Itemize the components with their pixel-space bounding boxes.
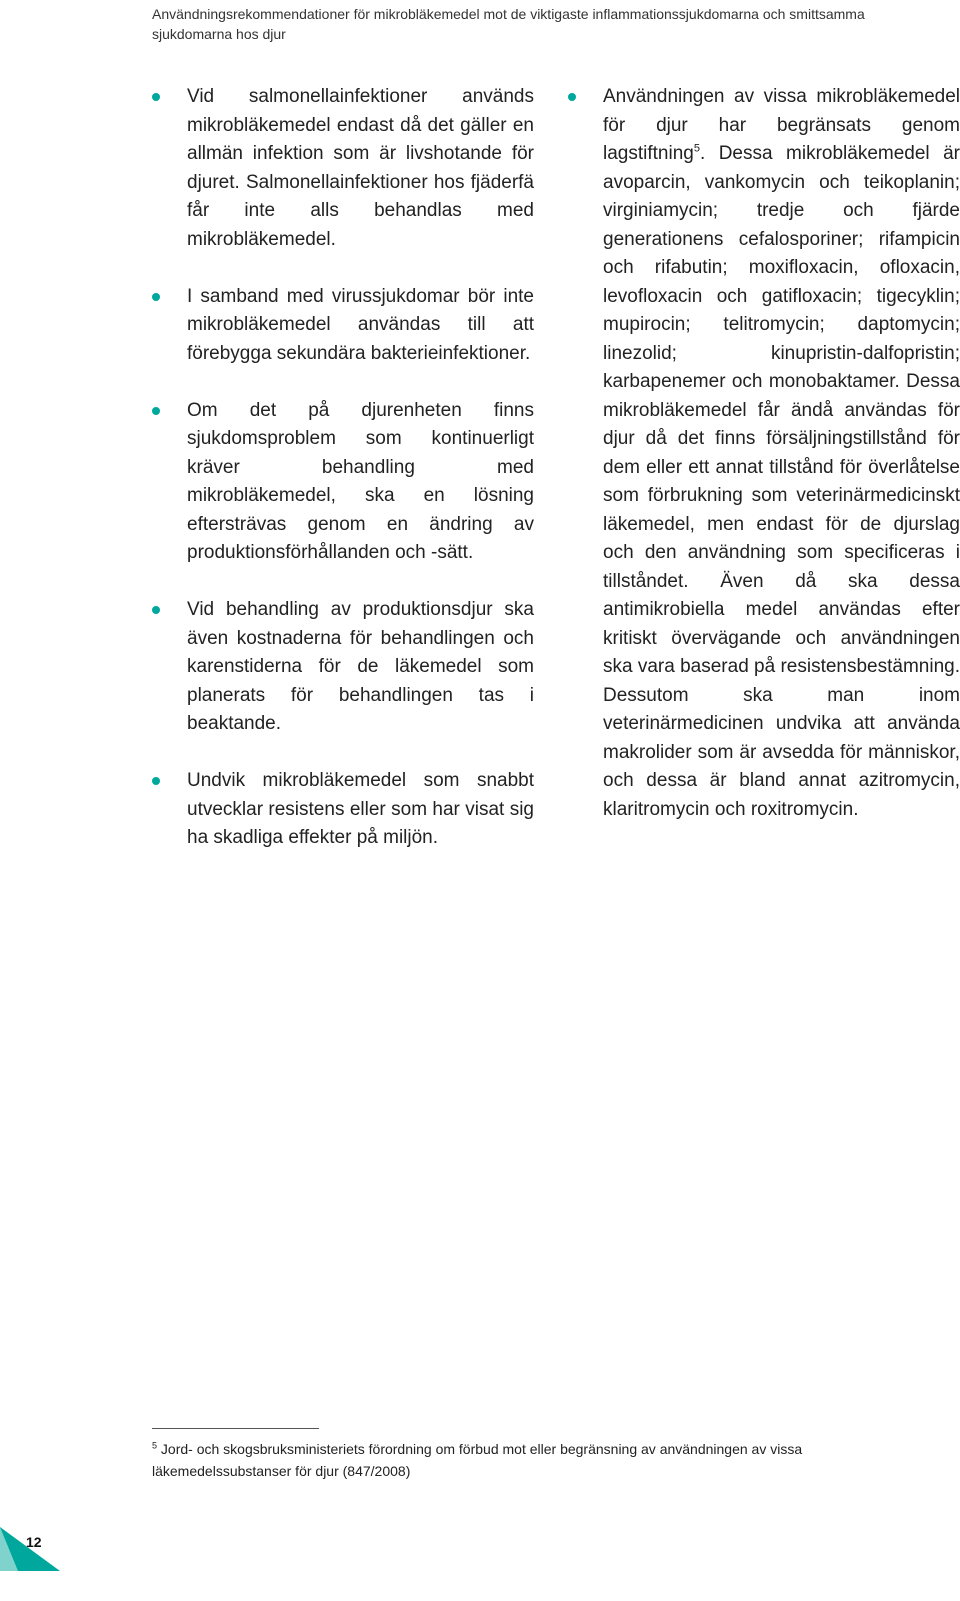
list-item-text: Vid behandling av produktionsdjur ska även kostnaderna för behandlingen och karenstiderna för de läkemedel som planerats för behandlingen tas i beaktande. (187, 599, 534, 734)
running-header: Användningsrekommendationer för mikrobläkemedel mot de viktigaste inflammationssjukdomarna och smittsamma sjukdomarna hos djur (152, 6, 865, 42)
footnote-reference[interactable]: 5 (693, 142, 700, 155)
list-item-text: I samband med virussjukdomar bör inte mikrobläkemedel användas till att förebygga sekundära bakterieinfektioner. (187, 285, 534, 364)
list-item (152, 767, 534, 853)
list-item (152, 83, 534, 254)
bullet-icon (152, 606, 160, 614)
list-item-text: Om det på djurenheten finns sjukdomsproblem som kontinuerligt kräver behandling med mikrobläkemedel, ska en lösning eftersträvas genom en ändring av produktionsförhållanden och -sätt. (187, 399, 534, 563)
bullet-icon (152, 93, 160, 101)
bullet-icon (152, 777, 160, 785)
bullet-icon (152, 407, 160, 415)
list-item (568, 83, 960, 824)
right-column (568, 83, 960, 853)
left-column (152, 83, 534, 881)
list-item-text-part2: . Dessa mikrobläkemedel är avoparcin, vankomycin och teikoplanin; virginiamycin; tredje och fjärde generationens cefalosporiner; rifampicin och rifabutin; moxifloxacin, ofloxacin, levofloxacin och gatifloxacin; tigecyklin; mupirocin; telitromycin; daptomycin; linezolid; kinupristin-dalfopristin; karbapenemer och monobaktamer. Dessa mikrobläkemedel får ändå användas för djur då det finns försäljningstillstånd för dem eller ett annat tillstånd för överlåtelse som förbrukning som veterinärmedicinskt läkemedel, men endast för de djurslag och den användning som specificeras i tillståndet. Även då ska dessa antimikrobiella medel användas efter kritiskt övervägande och användningen ska vara baserad på resistensbestämning. Dessutom ska man inom veterinärmedicinen undvika att använda makrolider som är avsedda för människor, och dessa är bland annat azitromycin, klaritromycin och roxitromycin. (603, 143, 960, 820)
page-number: 12 (26, 1534, 42, 1550)
list-item-text-part1: Användningen av vissa mikrobläkemedel för djur har begränsats genom lagstiftning (603, 86, 960, 164)
list-item-text: Vid salmonellainfektioner används mikrobläkemedel endast då det gäller en allmän infektion som är livshotande för djuret. Salmonellainfektioner hos fjäderfä får inte alls behandlas med mikrobläkemedel. (187, 86, 534, 250)
recommendation-list (152, 83, 534, 853)
bullet-icon (152, 293, 160, 301)
footnote-text: Jord- och skogsbruksministeriets förordning om förbud mot eller begränsning av användningen av vissa läkemedelssubstanser för djur (847/2008) (152, 1441, 803, 1479)
bullet-icon (568, 93, 576, 101)
footnote-divider (152, 1428, 319, 1429)
restriction-list (568, 83, 960, 824)
list-item-text: Undvik mikrobläkemedel som snabbt utvecklar resistens eller som har visat sig ha skadliga effekter på miljön. (187, 770, 534, 848)
footnote-marker: 5 (152, 1440, 158, 1451)
list-item (152, 397, 534, 568)
list-item (152, 596, 534, 739)
footnote (152, 1438, 942, 1482)
list-item (152, 283, 534, 369)
